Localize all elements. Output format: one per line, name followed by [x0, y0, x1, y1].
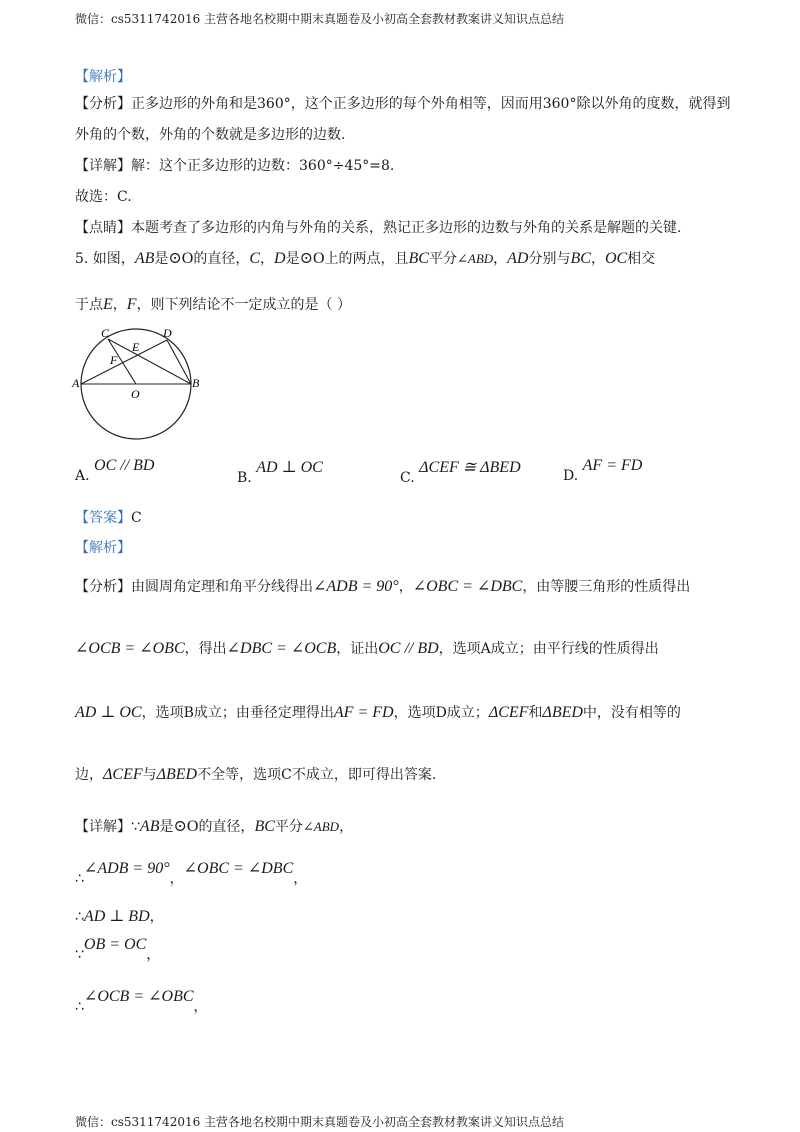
label-d: D — [163, 326, 172, 340]
point-d: D — [274, 250, 286, 267]
text-diameter: 的直径， — [193, 251, 250, 267]
page-header: 微信：cs5311742016 主营各地名校期中期末真题卷及小初高全套教材教案讲义知识点总结 — [75, 12, 565, 26]
detail-line2 — [75, 858, 308, 887]
comma: ， — [260, 251, 274, 267]
text: 和 — [528, 705, 543, 721]
text-shi: 是 — [154, 251, 169, 267]
dianjing-tag: 【点睛】 — [75, 220, 131, 236]
option-d[interactable] — [563, 457, 643, 484]
point-c: C — [249, 250, 260, 267]
math-expr: ∠OCB = ∠OBC — [83, 988, 194, 1005]
fenxi-tag: 【分析】 — [75, 96, 131, 112]
answer-tag: 【答案】 — [75, 510, 131, 526]
text: 由圆周角定理和角平分线得出 — [131, 579, 313, 595]
xiangjie-text: 解：这个正多边形的边数：360°÷45°=8. — [131, 158, 395, 174]
text: ， — [293, 871, 308, 887]
circle-o: ⊙O — [173, 818, 199, 835]
text: ，选项A成立；由平行线的性质得出 — [438, 641, 659, 657]
option-expr: OC // BD — [94, 457, 155, 474]
text: ，选项B成立；由垂径定理得出 — [141, 705, 334, 721]
prev-analysis-line1 — [75, 93, 730, 113]
text: ，得出 — [184, 641, 227, 657]
math-expr: OC // BD — [378, 640, 439, 657]
text: 不全等，选项C不成立，即可得出答案. — [197, 767, 437, 783]
point-e: E — [103, 296, 113, 313]
text: 平分 — [274, 819, 303, 835]
therefore-symbol: ∴ — [75, 999, 84, 1015]
math-expr: ΔBED — [542, 704, 583, 721]
circle-o: ⊙O — [299, 250, 325, 267]
geometry-figure — [70, 326, 210, 456]
math-expr: AD ⊥ OC — [75, 704, 142, 721]
text: 是 — [159, 819, 174, 835]
label-e: E — [132, 340, 140, 354]
option-letter: D. — [563, 468, 579, 484]
label-o: O — [131, 387, 140, 401]
text-respectively: 分别与 — [528, 251, 571, 267]
option-c[interactable] — [400, 457, 521, 486]
math-expr: ΔCEF — [488, 704, 529, 721]
point-f: F — [126, 296, 137, 313]
label-c: C — [101, 326, 110, 340]
detail-line3 — [75, 906, 164, 926]
fenxi-text: 正多边形的外角和是360°，这个正多边形的每个外角相等，因而用360°除以外角的度数，就得到 — [131, 96, 731, 112]
math-expr: ΔBED — [156, 766, 198, 783]
text: ， — [193, 999, 208, 1015]
analysis-tag: 【分析】 — [75, 579, 131, 595]
text: ，证出 — [336, 641, 379, 657]
text-on-circle: 上的两点，且 — [324, 251, 409, 267]
math-expr: AB — [139, 818, 160, 835]
math-expr: ∠DBC = ∠OCB — [226, 640, 337, 657]
seg-bc: BC — [408, 250, 429, 267]
text-shi: 是 — [285, 251, 300, 267]
seg-bc: BC — [570, 250, 591, 267]
question-5-line1 — [75, 248, 655, 268]
option-expr: AF = FD — [582, 457, 643, 474]
label-a: A — [72, 376, 80, 390]
page-footer: 微信：cs5311742016 主营各地名校期中期末真题卷及小初高全套教材教案讲义知识点总结 — [75, 1115, 565, 1129]
because-symbol: ∵ — [131, 819, 140, 835]
question-prompt: ，则下列结论不一定成立的是（ ） — [136, 297, 352, 313]
jiexi-tag: 【解析】 — [75, 69, 131, 85]
math-expr: ΔCEF — [103, 766, 143, 783]
answer-value: C — [131, 510, 142, 526]
comma: ， — [112, 297, 127, 313]
math-expr: ∠ADB = 90° — [83, 860, 170, 877]
xiangjie-tag: 【详解】 — [75, 158, 131, 174]
detail-line5 — [75, 986, 208, 1015]
seg-ab: AB — [134, 250, 155, 267]
label-f: F — [110, 353, 118, 367]
text: 的直径， — [198, 819, 255, 835]
answer-line — [75, 507, 142, 527]
analysis-line4 — [75, 764, 436, 784]
therefore-symbol: ∴ — [75, 871, 84, 887]
text-bisect: 平分 — [428, 251, 457, 267]
text: ， — [149, 909, 164, 925]
prev-choice: 故选：C. — [75, 189, 132, 205]
text-at-point: 于点 — [75, 297, 103, 313]
q-number: 5. 如图， — [75, 251, 135, 267]
analysis-line1 — [75, 576, 690, 596]
detail-line4 — [75, 934, 161, 963]
option-letter: B. — [237, 470, 252, 486]
angle-abd: ∠ABD — [456, 251, 494, 266]
text: ， — [146, 947, 161, 963]
detail-tag: 【详解】 — [75, 819, 131, 835]
option-expr: AD ⊥ OC — [256, 459, 323, 476]
therefore-symbol: ∴ — [75, 909, 84, 925]
option-expr: ΔCEF ≅ ΔBED — [419, 459, 521, 476]
prev-detail — [75, 155, 394, 175]
option-a[interactable] — [75, 457, 155, 484]
comma: ， — [493, 251, 508, 267]
math-expr: ∠OCB = ∠OBC — [75, 640, 185, 657]
option-letter: A. — [75, 468, 90, 484]
option-b[interactable] — [237, 457, 323, 486]
seg-oc: OC — [604, 250, 628, 267]
math-expr: OB = OC — [83, 936, 147, 953]
text: ， — [169, 871, 184, 887]
math-expr: ∠OBC = ∠DBC — [183, 860, 294, 877]
jiexi-tag-2: 【解析】 — [75, 540, 131, 556]
analysis-line3 — [75, 702, 681, 722]
math-expr: AD ⊥ BD — [83, 908, 150, 925]
text: ，由等腰三角形的性质得出 — [522, 579, 691, 595]
text: 与 — [142, 767, 157, 783]
detail-line1 — [75, 816, 353, 836]
comma: ， — [590, 251, 605, 267]
option-letter: C. — [400, 470, 415, 486]
text: ， — [339, 819, 354, 835]
question-5-line2 — [75, 294, 351, 314]
math-expr: BC — [254, 818, 275, 835]
math-expr: ∠ADB = 90° — [313, 578, 399, 595]
text: 边， — [75, 767, 103, 783]
text: ，选项D成立； — [393, 705, 489, 721]
math-expr: AF = FD — [333, 704, 394, 721]
circle-o: ⊙O — [168, 250, 194, 267]
math-expr: ∠OBC = ∠DBC — [412, 578, 523, 595]
dianjing-text: 本题考查了多边形的内角与外角的关系，熟记正多边形的边数与外角的关系是解题的关键. — [131, 220, 682, 236]
prev-analysis-line2: 外角的个数，外角的个数就是多边形的边数. — [75, 127, 346, 143]
chord-ad — [81, 340, 167, 384]
prev-comment — [75, 217, 681, 237]
text: ， — [398, 579, 413, 595]
math-expr: ∠ABD — [302, 819, 340, 834]
text-intersect: 相交 — [627, 251, 656, 267]
text: 中，没有相等的 — [582, 705, 681, 721]
analysis-line2 — [75, 638, 659, 658]
seg-ad: AD — [507, 250, 529, 267]
label-b: B — [192, 376, 200, 390]
because-symbol: ∵ — [75, 947, 84, 963]
